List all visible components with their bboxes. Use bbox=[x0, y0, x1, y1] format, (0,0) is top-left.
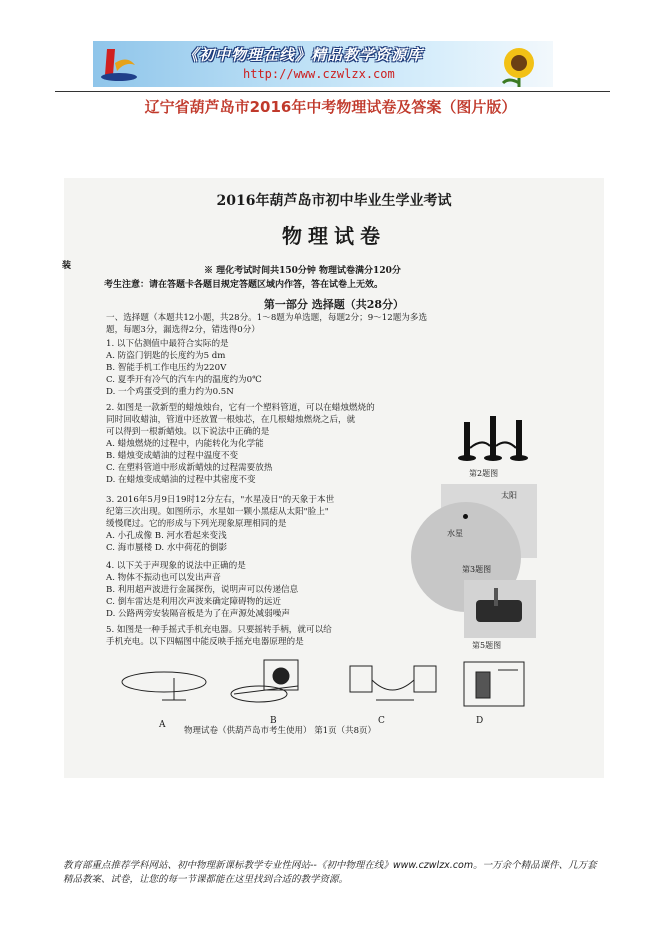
candle-holder-figure bbox=[454, 408, 544, 470]
option-label-a: A bbox=[159, 720, 166, 730]
option-label-b: B bbox=[270, 716, 277, 726]
diagram-c bbox=[350, 666, 436, 700]
option-b: B. 蜡烛变成蜡油的过程中温度不变 bbox=[106, 451, 239, 461]
option-label-d: D bbox=[476, 716, 484, 726]
option-diagrams bbox=[114, 656, 534, 716]
question-stem: 3. 2016年5月9日19时12分左右，"水星凌日"的天象于本世 bbox=[106, 495, 335, 505]
site-footer-text: 教育部重点推荐学科网站、初中物理新课标教学专业性网站--《初中物理在线》www.czwlzx.com。一万余个精品课件、几万套精品教案、试卷，让您的每一节课都能在这里找到合适的教学资源。 bbox=[63, 860, 597, 885]
diagram-d bbox=[464, 662, 524, 706]
sun-label: 太阳 bbox=[501, 491, 517, 500]
option-d: D. 在蜡烛变成蜡油的过程中其密度不变 bbox=[106, 475, 256, 485]
option-c: C. 夏季开有冷气的汽车内的温度约为0℃ bbox=[106, 375, 262, 385]
banner-title: 《初中物理在线》精品教学资源库 bbox=[183, 46, 424, 64]
exam-time-info: ※ 理化考试时间共150分钟 物理试卷满分120分 bbox=[204, 266, 401, 276]
figure-5-caption: 第5题图 bbox=[472, 641, 502, 650]
site-banner bbox=[93, 41, 553, 87]
exam-notice: 考生注意：请在答题卡各题目规定答题区域内作答，答在试卷上无效。 bbox=[104, 280, 384, 290]
option-c: C. 倒车雷达是利用次声波来确定障碍物的远近 bbox=[106, 597, 282, 607]
question-stem: 5. 如图是一种手摇式手机充电器。只要摇转手柄，就可以给 bbox=[106, 625, 332, 635]
question-3 bbox=[106, 494, 334, 554]
text-line: 题，每题3分，漏选得2分，错选得0分） bbox=[106, 325, 260, 335]
part-title: 第一部分 选择题（共28分） bbox=[263, 298, 405, 311]
option-a: A. 物体不振动也可以发出声音 bbox=[106, 573, 221, 583]
question-5 bbox=[106, 624, 332, 648]
question-stem: 手机充电。以下四幅图中能反映手摇充电器原理的是 bbox=[106, 637, 304, 647]
exam-heading: 2016年葫芦岛市初中毕业生学业考试 bbox=[216, 193, 452, 209]
question-4 bbox=[106, 560, 298, 620]
sunflower-icon bbox=[489, 43, 549, 87]
question-2 bbox=[106, 402, 375, 486]
diagram-a bbox=[122, 672, 206, 700]
question-stem: 同时回收蜡油，管道中还放置一根烛芯，在几根蜡烛燃烧之后，就 bbox=[106, 415, 356, 425]
option-a: A. 防盗门钥匙的长度约为5 dm bbox=[106, 351, 226, 361]
sun-transit-figure bbox=[441, 484, 537, 558]
question-stem: 1. 以下估测值中最符合实际的是 bbox=[106, 339, 229, 349]
figure-3-caption: 第3题图 bbox=[462, 565, 492, 574]
exam-page-footer: 物理试卷（供葫芦岛市考生使用） 第1页（共8页） bbox=[184, 726, 377, 736]
figure-2-caption: 第2题图 bbox=[469, 469, 499, 478]
option-d: D. 公路两旁安装隔音板是为了在声源处减弱噪声 bbox=[106, 609, 290, 619]
text-line: 一、选择题（本题共12小题，共28分。1～8题为单选题，每题2分；9～12题为多选 bbox=[106, 313, 428, 323]
question-stem: 缓慢爬过。它的形成与下列光现象原理相同的是 bbox=[106, 519, 287, 529]
option-label-c: C bbox=[378, 716, 385, 726]
binding-mark: 装 bbox=[62, 261, 72, 271]
option-b: B. 智能手机工作电压约为220V bbox=[106, 363, 227, 373]
option-d: D. 一个鸡蛋受到的重力约为0.5N bbox=[106, 387, 234, 397]
question-stem: 4. 以下关于声现象的说法中正确的是 bbox=[106, 561, 246, 571]
question-stem: 可以得到一根新蜡烛。以下说法中正确的是 bbox=[106, 427, 270, 437]
hand-crank-charger-figure bbox=[464, 580, 536, 638]
header-rule bbox=[55, 91, 610, 92]
question-1 bbox=[106, 338, 262, 398]
question-stem: 纪第三次出现。如图所示，水星如一颗小黑痣从太阳"脸上" bbox=[106, 507, 329, 517]
scanned-exam-page bbox=[64, 178, 604, 778]
site-logo-icon bbox=[99, 45, 139, 83]
mercury-label: 水星 bbox=[447, 529, 463, 538]
options-cd: C. 海市蜃楼 D. 水中荷花的倒影 bbox=[106, 543, 228, 553]
section-instructions bbox=[106, 312, 427, 336]
options-ab: A. 小孔成像 B. 河水看起来变浅 bbox=[106, 531, 227, 541]
mercury-dot-icon bbox=[463, 514, 468, 519]
diagram-b bbox=[231, 660, 298, 702]
question-stem: 2. 如图是一款新型的蜡烛烛台，它有一个塑料管道，可以在蜡烛燃烧的 bbox=[106, 403, 375, 413]
banner-url[interactable]: http://www.czwlzx.com bbox=[243, 67, 395, 81]
option-b: B. 利用超声波进行金属探伤，说明声可以传递信息 bbox=[106, 585, 299, 595]
option-a: A. 蜡烛燃烧的过程中，内能转化为化学能 bbox=[106, 439, 264, 449]
option-c: C. 在塑料管道中形成新蜡烛的过程需要放热 bbox=[106, 463, 273, 473]
page-title: 辽宁省葫芦岛市2016年中考物理试卷及答案（图片版） bbox=[144, 98, 517, 116]
exam-subject: 物理试卷 bbox=[282, 224, 386, 248]
